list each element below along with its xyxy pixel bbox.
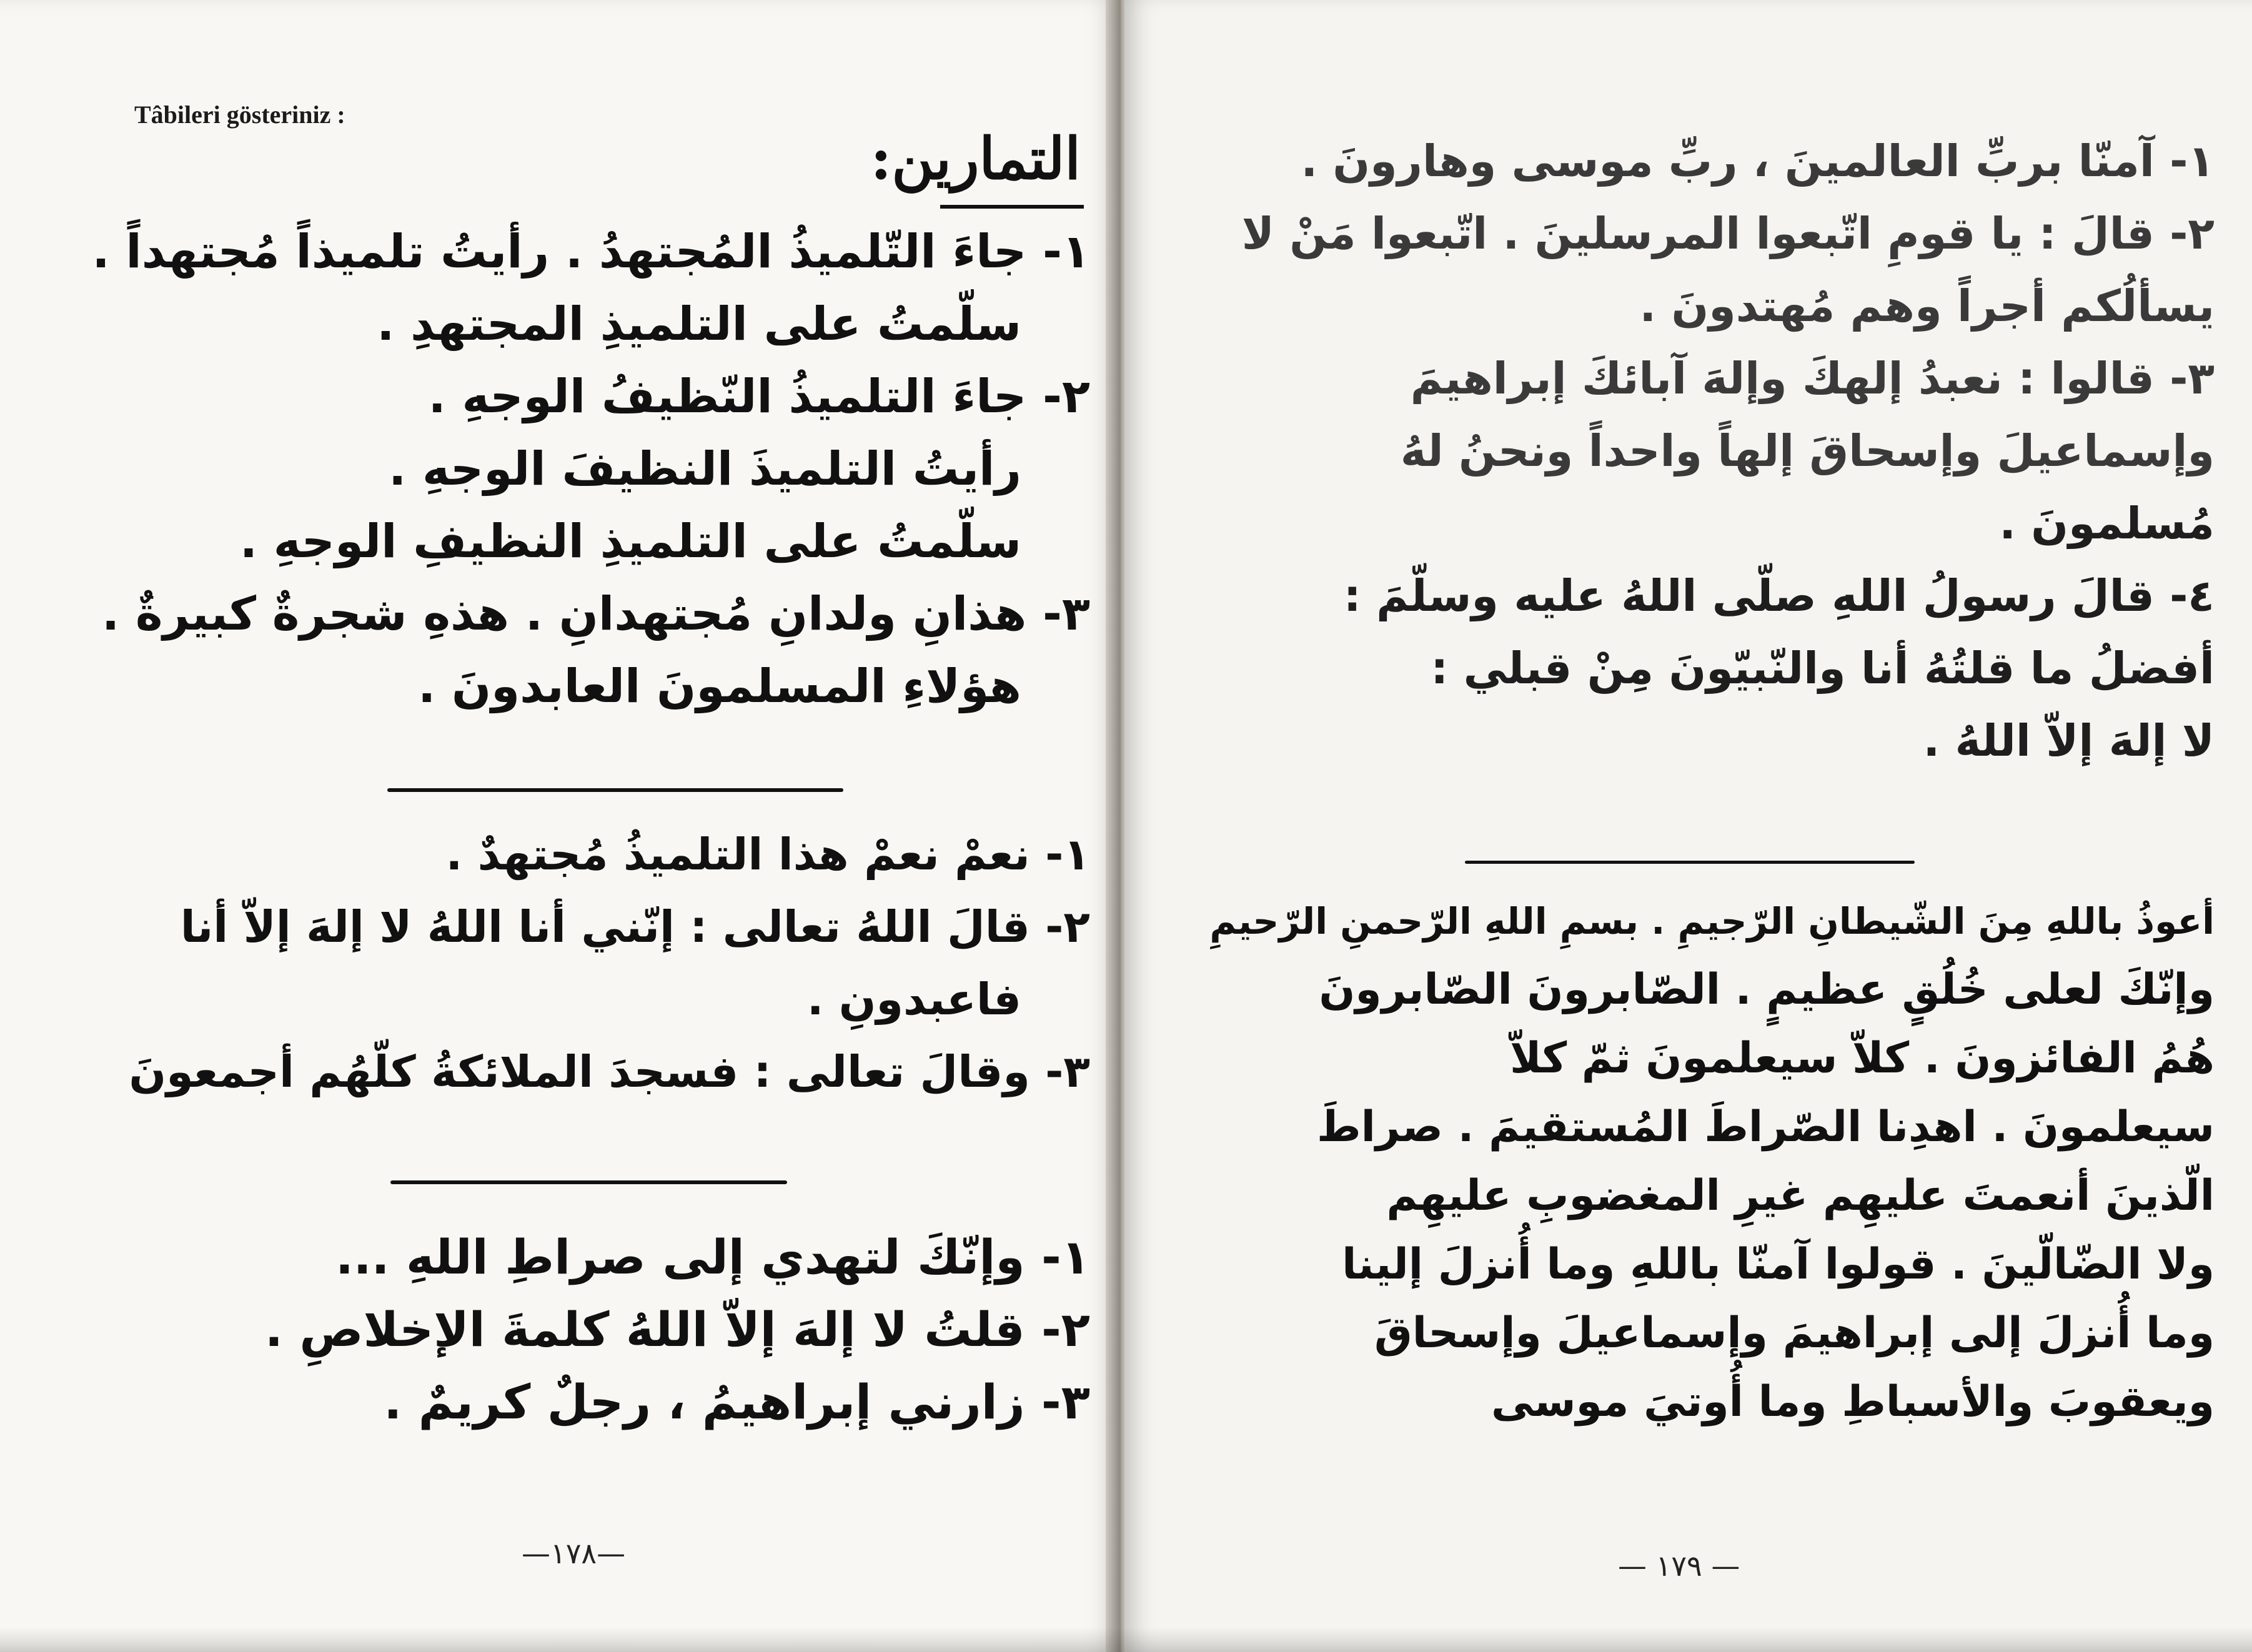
section-divider (390, 1180, 787, 1184)
text-line: ولا الضّالّينَ . قولوا آمنّا باللهِ وما أُنزلَ إلينا (1342, 1240, 2215, 1289)
text-line: ٢- جاءَ التلميذُ النّظيفُ الوجهِ . (428, 370, 1090, 423)
heading-underline (940, 205, 1084, 209)
exercises-heading: التمارين: (870, 125, 1081, 192)
right-page (1124, 0, 2252, 1652)
page-header: Tâbileri gösteriniz : (134, 101, 345, 129)
text-line: هُمُ الفائزونَ . كلاّ سيعلمونَ ثمّ كلاّ (1509, 1034, 2215, 1083)
right-exercise-group-2 (1190, 887, 2215, 1437)
page-number: — ١٧٩ — (1618, 1549, 1740, 1583)
text-line: ٢- قالَ : يا قومِ اتّبعوا المرسلينَ . اتّبعوا مَنْ لا (1241, 208, 2215, 259)
text-line: ٢- قالَ اللهُ تعالى : إنّني أنا اللهُ لا إلهَ إلاّ أنا (180, 901, 1090, 952)
text-line: رأيتُ التلميذَ النظيفَ الوجهِ . (389, 442, 1021, 496)
right-exercise-group-1 (1240, 125, 2215, 777)
text-line: ١- آمنّا بربِّ العالمينَ ، ربِّ موسى وهارونَ . (1301, 136, 2215, 187)
left-exercise-group-2 (41, 818, 1090, 1108)
text-line: ١- نعمْ نعمْ هذا التلميذُ مُجتهدٌ . (445, 829, 1090, 880)
text-line: ٣- زارني إبراهيمُ ، رجلٌ كريمٌ . (384, 1374, 1090, 1430)
text-line: ٤- قالَ رسولُ اللهِ صلّى اللهُ عليه وسلّمَ : (1343, 570, 2215, 621)
page-number: —١٧٨— (522, 1536, 626, 1570)
text-line: لا إلهَ إلاّ اللهُ . (1923, 715, 2215, 766)
text-line: سلّمتُ على التلميذِ النظيفِ الوجهِ . (239, 515, 1021, 568)
section-divider (387, 788, 843, 792)
text-line: فاعبدونِ . (806, 974, 1021, 1025)
text-line: ويعقوبَ والأسباطِ وما أُوتيَ موسى (1491, 1377, 2215, 1427)
text-line: ٣- وقالَ تعالى : فسجدَ الملائكةُ كلّهُم أجمعونَ (129, 1046, 1090, 1097)
text-line: يسألُكم أجراً وهم مُهتدونَ . (1639, 280, 2215, 332)
text-line: أفضلُ ما قلتُهُ أنا والنّبيّونَ مِنْ قبلي : (1431, 643, 2215, 694)
text-line: ١- جاءَ التّلميذُ المُجتهدُ . رأيتُ تلميذاً مُجتهداً . (92, 225, 1090, 279)
text-line: أعوذُ باللهِ مِنَ الشّيطانِ الرّجيمِ . بسمِ اللهِ الرّحمنِ الرّحيمِ (1209, 900, 2215, 942)
text-line: وما أُنزلَ إلى إبراهيمَ وإسماعيلَ وإسحاقَ (1374, 1308, 2215, 1358)
text-line: ٢- قلتُ لا إلهَ إلاّ اللهُ كلمةَ الإخلاصِ . (265, 1302, 1090, 1357)
section-divider (1465, 861, 1915, 864)
left-page (0, 0, 1118, 1652)
text-line: ١- وإنّكَ لتهدي إلى صراطِ اللهِ ... (335, 1229, 1090, 1285)
text-line: مُسلمونَ . (1999, 498, 2215, 549)
text-line: وإسماعيلَ وإسحاقَ إلهاً واحداً ونحنُ لهُ (1400, 425, 2215, 477)
text-line: سلّمتُ على التلميذِ المجتهدِ . (377, 297, 1021, 351)
page-bottom-shadow (0, 1627, 2252, 1652)
left-exercise-group-3 (66, 1221, 1090, 1438)
text-line: ٣- هذانِ ولدانِ مُجتهدانِ . هذهِ شجرةٌ كبيرةٌ . (101, 587, 1090, 641)
text-line: وإنّكَ لعلى خُلُقٍ عظيمٍ . الصّابرونَ الصّابرونَ (1319, 965, 2215, 1014)
text-line: سيعلمونَ . اهدِنا الصّراطَ المُستقيمَ . صراطَ (1317, 1102, 2215, 1152)
text-line: ٣- قالوا : نعبدُ إلهكَ وإلهَ آبائكَ إبراهيمَ (1410, 353, 2215, 404)
left-exercise-group-1 (66, 215, 1090, 723)
text-line: هؤلاءِ المسلمونَ العابدونَ . (418, 660, 1021, 713)
text-line: الّذينَ أنعمتَ عليهِم غيرِ المغضوبِ عليهِم (1386, 1171, 2215, 1220)
